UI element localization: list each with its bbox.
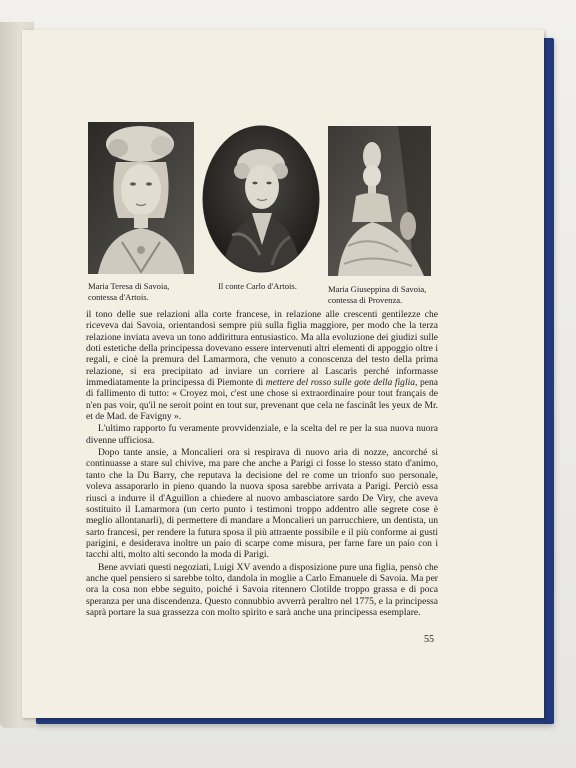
caption-right-line-2: contessa di Provenza. xyxy=(328,294,403,305)
italic-phrase: mettere del rosso sulle gote della figlia xyxy=(265,377,416,389)
paragraph-1: il tono delle sue relazioni alla corte francese, in relazione alle crescenti gentilezze che riceveva dai Savoia, orientandosi sempre più sulla figlia maggiore, per modo che la terza relazione inviata aveva un tono addirittura entusiastico. Ma alla evoluzione dei giudizi sulle doti estetiche della principessa dovevano essere intervenuti altri elementi di appoggio oltre i regali, e cioè la premura del Lamarmora, che venuto a conoscenza del testo della prima relazione, si era precipitato ad inviare un corriere al Lascaris perché informasse immediatamente la principessa di Piemonte di mettere del rosso sulle gote della figlia, pena di fallimento di tutto: « Croyez moi, c'est une chose si extraordinaire pour tout français de n'en pas voir, qu'il ne seroit point en tout sur, prevenant que cela ne fascinât les yeux de Mr. et de Mad. de Favigny ». xyxy=(86,309,438,423)
caption-left xyxy=(88,281,200,302)
caption-right-line-1: Maria Giuseppina di Savoia, xyxy=(328,284,427,294)
book-page xyxy=(22,30,544,718)
paragraph-2: L'ultimo rapporto fu veramente provvidenziale, e la scelta del re per la sua nuova nuora divenne ufficiosa. xyxy=(86,423,438,446)
portrait-maria-giuseppina xyxy=(328,126,431,276)
page-number: 55 xyxy=(424,634,434,645)
paragraph-3: Dopo tante ansie, a Moncalieri ora si respirava di nuovo aria di nozze, ancorché si continuasse a stare sul chivive, ma pare che anche a Parigi ci fosse lo stesso stato d'animo, tanto che la Du Barry, che reputava la decisione del re come un trionfo suo personale, voleva assaporarlo in pieno quando la nuova sposa sarebbe arrivata a Parigi. Perciò essa riuscì a indurre il d'Aguillon a chiedere al nuovo ambasciatore sardo De Viry, che aveva sostituito il Lamarmora (un certo punto i testimoni troppo addentro alle segrete cose è meglio allontanarli), di permettere di mandare a Moncalieri un parrucchiere, un dentista, un sarto francesi, per rendere la futura sposa il più attraente possibile e il più conforme ai gusti parigini, e desiderava inoltre un paio di scarpe come misura, per farne fare un paio con i tacchi alti, molto alti secondo la moda di Parigi. xyxy=(86,447,438,561)
portrait-carlo-artois xyxy=(202,125,320,273)
caption-left-line-2: contessa d'Artois. xyxy=(88,291,149,302)
caption-center-line-1: Il conte Carlo d'Artois. xyxy=(218,281,297,291)
paragraph-4: Bene avviati questi negoziati, Luigi XV avendo a disposizione pure una figlia, pensò che anche quel pensiero si sarebbe tolto, dandola in moglie a Carlo Emanuele di Savoia. Ma per ora la cosa non ebbe seguito, poiché i Savoia ritennero Clotilde troppo grassa e di poca speranza per una discendenza. Questo connubbio avverrà peraltro nel 1775, e la principessa saprà portare la sua grassezza con molto spirito e sarà anche una principessa esemplare. xyxy=(86,561,438,618)
portrait-maria-teresa xyxy=(88,122,194,274)
caption-left-line-1: Maria Teresa di Savoia, xyxy=(88,281,170,291)
body-text xyxy=(86,309,438,618)
caption-right xyxy=(328,284,438,305)
caption-center xyxy=(218,281,328,292)
